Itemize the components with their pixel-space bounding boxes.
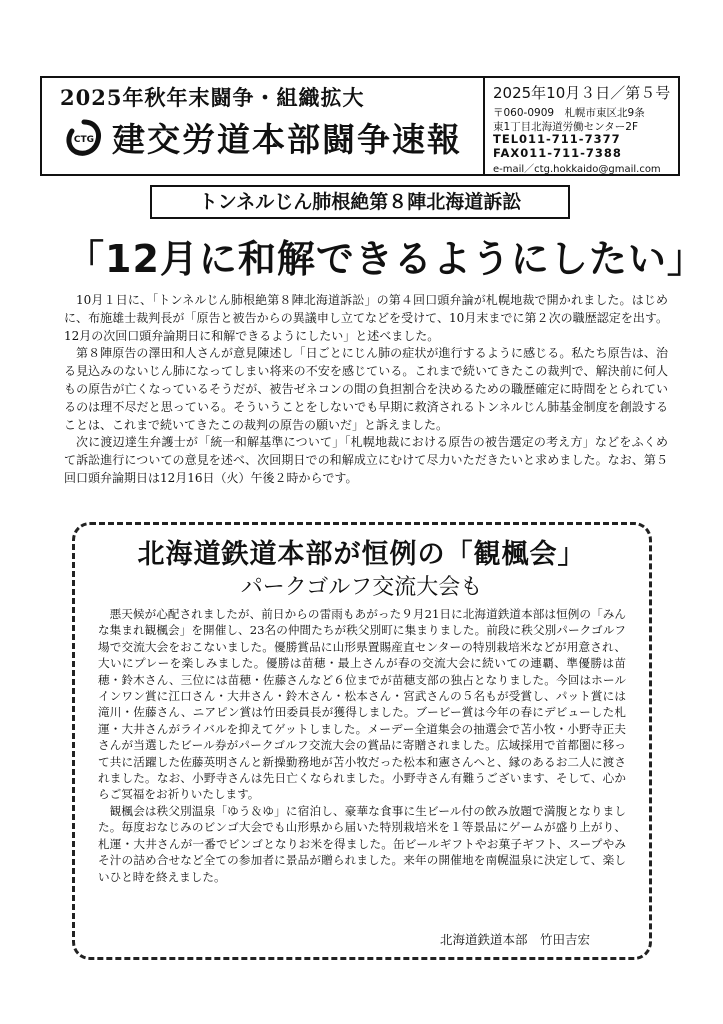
- article2-subhead: パークゴルフ交流大会も: [240, 575, 483, 600]
- article1-paragraph: 10月１日に、「トンネルじん肺根絶第８陣北海道訴訟」の第４回口頭弁論が札幌地裁で開かれました。はじめに、布施雄士裁判長が「原告と被告からの異議申し立てなどを受けて、10月末までに第２次の職歴認定を出す。12月の次回口頭弁論期日に和解できるようにしたい」と述べました。: [64, 293, 668, 343]
- masthead: [40, 76, 680, 176]
- article2-paragraph: 観楓会は秩父別温泉「ゆう＆ゆ」に宿泊し、豪華な食事に生ビール付の飲み放題で満腹となりました。毎度おなじみのビンゴ大会でも山形県から届いた特別栽培米を１等景品にゲームが盛り上がり、札運・大井さんが一番でビンゴとなりお米を得ました。缶ビールギフトやお菓子ギフト、スープやみそ汁の詰め合せなど全ての参加者に景品が贈られました。来年の開催地を南幌温泉に決定して、楽しいひと時を終えました。: [98, 803, 626, 884]
- email: e-mail／ctg.hokkaido@gmail.com: [493, 164, 661, 175]
- campaign-title: 2025年秋年末闘争・組織拡大: [60, 85, 365, 110]
- article2-byline: 北海道鉄道本部 竹田吉宏: [440, 932, 591, 947]
- article2-headline: 北海道鉄道本部が恒例の「観楓会」: [137, 539, 586, 570]
- masthead-info-block: [485, 78, 678, 174]
- article2-paragraph: 悪天候が心配されましたが、前日からの雷雨もあがった９月21日に北海道鉄道本部は恒例の「みんな集まれ観楓会」を開催し、23名の仲間たちが秩父別町に集まりました。前段に秩父別パークゴルフ場で交流大会をおこないました。優勝賞品に山形県置賜産直センターの特別栽培米などが用意され、大いにプレーを楽しみました。優勝は苗穂・最上さんが春の交流大会に続いての連覇、準優勝は苗穂・鈴木さん、三位には苗穂・佐藤さんなど６位までが苗穂支部の独占となりました。今回はホールインワン賞に江口さん・大井さん・鈴木さん・松本さん・宮武さんの５名もが受賞し、パット賞には滝川・佐藤さん、ニアピン賞は竹田委員長が獲得しました。ブービー賞は今年の春にデビューした札運・大井さんがライバルを抑えてゲットしました。メーデー全道集会の抽選会で苫小牧・小野寺正夫さんが当選したビール券がパークゴルフ交流大会の賞品に寄贈されました。広域採用で首都圏に移って共に活躍した佐藤英明さんと新操勤務地が苫小牧だった松本和憲さんへと、縁のあるお二人に渡されました。なお、小野寺さんは先日亡くなられました。小野寺さん有難うございます、そして、心からご冥福をお祈りいたします。: [98, 607, 626, 802]
- logo-lettering: CTG: [73, 135, 95, 145]
- issue-date: 2025年10月３日／第５号: [493, 84, 671, 102]
- fax: FAX011-711-7388: [493, 146, 622, 160]
- article1-body: [64, 292, 668, 488]
- article1-headline: 「12月に和解できるようにしたい」: [66, 237, 706, 281]
- article1-paragraph: 第８陣原告の澤田和人さんが意見陳述し「日ごとにじん肺の症状が進行するように感じる。私たち原告は、治る見込みのないじん肺になってしまい将来の不安を感じている。これまで続いてきたこの裁判で、解決前に何人もの原告が亡くなっているそうだが、被告ゼネコンの間の負担割合を決めるための職歴確定に時間をとられているのは理不尽だと思っている。そういうことをしないでも早期に救済されるトンネルじん肺基金制度を創設することは、これまで続いてきたこの裁判の原告の願いだ」と訴えました。: [64, 346, 668, 432]
- telephone: TEL011-711-7377: [493, 132, 621, 146]
- masthead-title-block: [42, 78, 485, 174]
- article1-paragraph: 次に渡辺達生弁護士が「統一和解基準について」「札幌地裁における原告の被告選定の考え方」などをふくめて訴訟進行についての意見を述べ、次回期日での和解成立にむけて尽力いただきたいと求めました。なお、第５回口頭弁論期日は12月16日（火）午後２時からです。: [64, 435, 668, 485]
- paper-title: 建交労道本部闘争速報: [112, 120, 462, 159]
- article1-kicker: トンネルじん肺根絶第８陣北海道訴訟: [150, 185, 570, 219]
- article2-body: [98, 606, 626, 885]
- ctg-logo: [64, 118, 104, 158]
- address-line-2: 東1丁目北海道労働センター2F: [493, 121, 638, 133]
- address-line-1: 〒060-0909 札幌市東区北9条: [493, 107, 645, 119]
